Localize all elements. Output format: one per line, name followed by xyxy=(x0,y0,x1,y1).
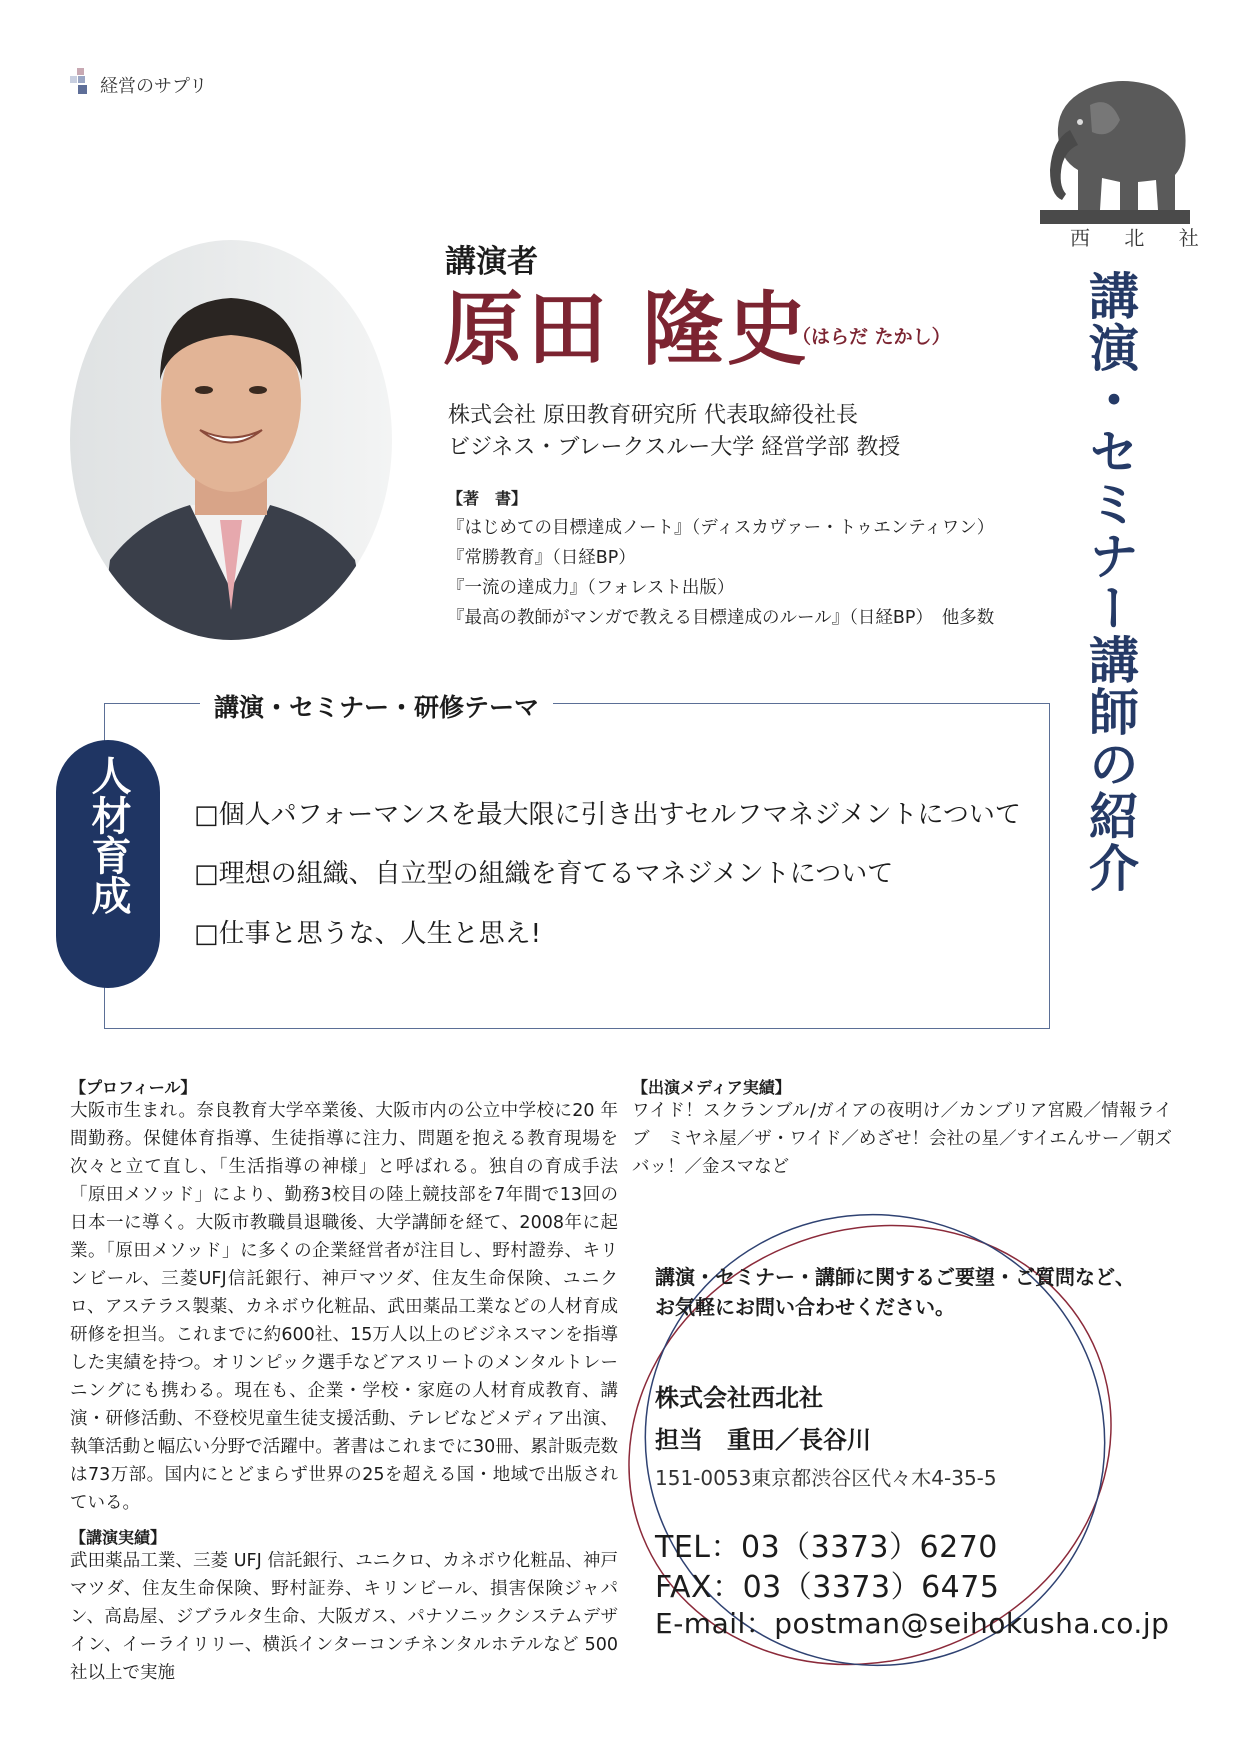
brand-name: 経営のサプリ xyxy=(100,76,208,97)
theme-item: □仕事と思うな、人生と思え! xyxy=(194,919,541,949)
contact-person: 担当 重田／長谷川 xyxy=(655,1426,871,1454)
theme-item: □理想の組織、自立型の組織を育てるマネジメントについて xyxy=(194,859,894,889)
speaker-reading: （はらだ たかし） xyxy=(792,326,951,348)
profile-text: 大阪市生まれ。奈良教育大学卒業後、大阪市内の公立中学校に20 年間勤務。保健体育指導、生徒指導に注力、問題を抱える教育現場を次々と立て直し、「生活指導の神様」と呼ばれる。独自の育成手法「原田メソッド」により、勤務3校目の陸上競技部を7年間で13回の日本一に導く。大阪市教職員退職後、大学講師を経て、2008年に起業。「原田メソッド」に多くの企業経営者が注目し、野村證券、キリンビール、三菱UFJ信託銀行、神戸マツダ、住友生命保険、ユニクロ、アステラス製薬、カネボウ化粧品、武田薬品工業などの人材育成研修を担当。これまでに約600社、15万人以上のビジネスマンを指導した実績を持つ。オリンピック選手などアスリートのメンタルトレーニングにも携わる。現在も、企業・学校・家庭の人材育成教育、講演・研修活動、不登校児童生徒支援活動、テレビなどメディア出演、執筆活動と幅広い分野で活躍中。著書はこれまでに30冊、累計販売数は73万部。国内にとどまらず世界の25を超える国・地域で出版されている。 xyxy=(70,1101,618,1513)
achievements-text: 武田薬品工業、三菱 UFJ 信託銀行、ユニクロ、カネボウ化粧品、神戸マツダ、住友生命保険、野村証券、キリンビール、損害保険ジャパン、高島屋、ジブラルタ生命、大阪ガス、パナソニックシステムデザイン、イーライリリー、横浜インターコンチネンタルホテルなど 500 社以上で実施 xyxy=(70,1551,618,1683)
side-title: 講演・セミナー講師の紹介 xyxy=(1081,270,1139,894)
contact-fax: FAX：03（3373）6475 xyxy=(655,1570,1000,1605)
theme-category-label: 人材育成 xyxy=(85,755,131,915)
speaker-name: 原田 隆史 xyxy=(443,283,811,376)
book-item: 『常勝教育』（日経BP） xyxy=(447,548,636,568)
contact-intro-line1: 講演・セミナー・講師に関するご要望・ご質問など、 xyxy=(655,1265,1135,1289)
achievements-heading: 【講演実績】 xyxy=(70,1528,167,1547)
theme-item: □個人パフォーマンスを最大限に引き出すセルフマネジメントについて xyxy=(194,800,1021,830)
contact-intro-line2: お気軽にお問い合わせください。 xyxy=(655,1295,955,1319)
books-heading: 【著 書】 xyxy=(447,489,528,508)
book-item: 『はじめての目標達成ノート』（ディスカヴァー・トゥエンティワン） xyxy=(447,518,995,538)
speaker-title-1: 株式会社 原田教育研究所 代表取締役社長 xyxy=(448,403,858,428)
contact-email[interactable]: E-mail：postman@seihokusha.co.jp xyxy=(655,1607,1170,1640)
brand-logo-squares-icon xyxy=(70,68,96,98)
speaker-portrait xyxy=(70,240,392,640)
media-text: ワイド！スクランブル/ガイアの夜明け／カンブリア宮殿／情報ライブ ミヤネ屋／ザ・ワイド／めざせ！会社の星／すイエんサー／朝ズバッ！／金スマなど xyxy=(632,1101,1172,1177)
media-heading: 【出演メディア実績】 xyxy=(632,1078,791,1097)
logo-caption: 西 北 社 xyxy=(1070,226,1213,250)
book-item: 『一流の達成力』（フォレスト出版） xyxy=(447,578,735,598)
contact-tel[interactable]: TEL：03（3373）6270 xyxy=(655,1530,998,1565)
speaker-label: 講演者 xyxy=(445,244,538,280)
profile-heading: 【プロフィール】 xyxy=(70,1078,197,1097)
book-item: 『最高の教師がマンガで教える目標達成のルール』（日経BP） 他多数 xyxy=(447,608,995,628)
theme-heading: 講演・セミナー・研修テーマ xyxy=(200,688,553,724)
speaker-title-2: ビジネス・ブレークスルー大学 経営学部 教授 xyxy=(448,435,901,460)
contact-company: 株式会社西北社 xyxy=(655,1384,823,1412)
contact-intro xyxy=(655,1262,1135,1322)
contact-address: 151-0053東京都渋谷区代々木4-35-5 xyxy=(655,1466,997,1490)
